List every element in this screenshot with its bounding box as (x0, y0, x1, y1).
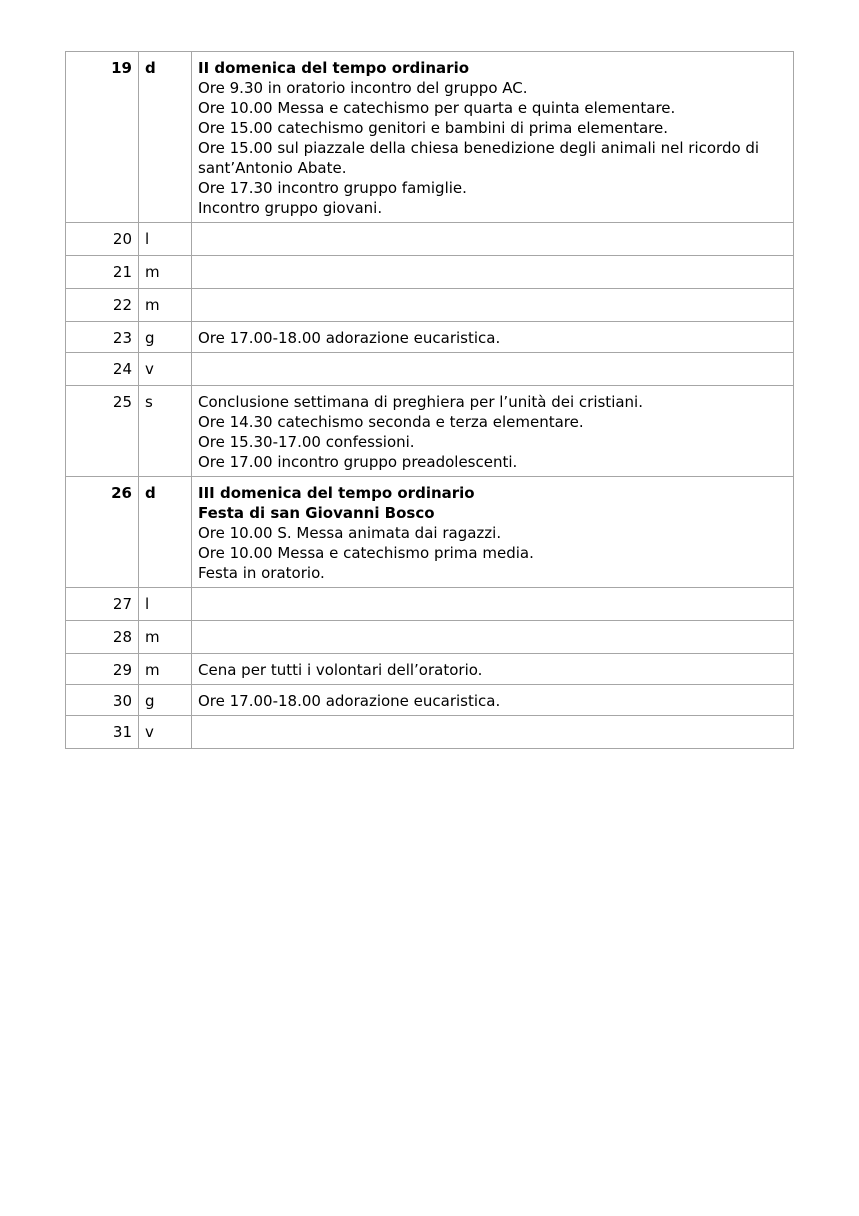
event-line: Ore 17.00-18.00 adorazione eucaristica. (198, 692, 501, 710)
events-cell (192, 588, 794, 621)
day-number: 30 (66, 685, 139, 716)
events-cell (192, 322, 794, 353)
day-number: 27 (66, 588, 139, 621)
weekday-letter: v (139, 353, 192, 386)
day-number: 29 (66, 654, 139, 685)
event-line: Ore 10.00 Messa e catechismo per quarta e quinta elementare. (198, 99, 676, 117)
event-line: Incontro gruppo giovani. (198, 199, 383, 217)
events-cell (192, 685, 794, 716)
event-line: Ore 10.00 Messa e catechismo prima media. (198, 544, 534, 562)
day-number: 25 (66, 386, 139, 477)
day-number: 28 (66, 621, 139, 654)
event-line: Ore 10.00 S. Messa animata dai ragazzi. (198, 524, 502, 542)
calendar-row (66, 353, 794, 386)
event-line: Ore 9.30 in oratorio incontro del gruppo AC. (198, 79, 528, 97)
events-cell (192, 223, 794, 256)
weekday-letter: l (139, 223, 192, 256)
day-number: 23 (66, 322, 139, 353)
event-line: Cena per tutti i volontari dell’oratorio. (198, 661, 483, 679)
event-line: Ore 14.30 catechismo seconda e terza elementare. (198, 413, 584, 431)
calendar-row (66, 654, 794, 685)
event-line: Ore 17.00 incontro gruppo preadolescenti. (198, 453, 518, 471)
calendar-row (66, 223, 794, 256)
day-number: 19 (66, 52, 139, 223)
calendar-row (66, 588, 794, 621)
day-number: 21 (66, 256, 139, 289)
day-number: 22 (66, 289, 139, 322)
event-line: Ore 15.30-17.00 confessioni. (198, 433, 415, 451)
weekday-letter: v (139, 716, 192, 749)
weekday-letter: l (139, 588, 192, 621)
weekday-letter: m (139, 289, 192, 322)
weekday-letter: d (139, 52, 192, 223)
calendar-row (66, 52, 794, 223)
events-cell (192, 386, 794, 477)
weekday-letter: m (139, 256, 192, 289)
events-cell (192, 477, 794, 588)
calendar-row (66, 289, 794, 322)
events-cell (192, 52, 794, 223)
day-number: 24 (66, 353, 139, 386)
calendar-table (65, 51, 794, 749)
calendar-row (66, 685, 794, 716)
calendar-body (66, 52, 794, 749)
event-line: Conclusione settimana di preghiera per l’unità dei cristiani. (198, 393, 643, 411)
weekday-letter: d (139, 477, 192, 588)
day-number: 26 (66, 477, 139, 588)
events-cell (192, 716, 794, 749)
calendar-row (66, 256, 794, 289)
calendar-row (66, 322, 794, 353)
events-cell (192, 353, 794, 386)
event-title: III domenica del tempo ordinario (198, 484, 475, 502)
event-line: Ore 15.00 catechismo genitori e bambini di prima elementare. (198, 119, 668, 137)
event-line: Ore 17.30 incontro gruppo famiglie. (198, 179, 467, 197)
weekday-letter: m (139, 654, 192, 685)
event-line: Festa in oratorio. (198, 564, 325, 582)
day-number: 20 (66, 223, 139, 256)
events-cell (192, 289, 794, 322)
calendar-row (66, 477, 794, 588)
calendar-row (66, 621, 794, 654)
calendar-row (66, 716, 794, 749)
weekday-letter: m (139, 621, 192, 654)
events-cell (192, 621, 794, 654)
event-title: II domenica del tempo ordinario (198, 59, 470, 77)
day-number: 31 (66, 716, 139, 749)
weekday-letter: g (139, 322, 192, 353)
event-title: Festa di san Giovanni Bosco (198, 504, 435, 522)
weekday-letter: s (139, 386, 192, 477)
event-line: Ore 15.00 sul piazzale della chiesa benedizione degli animali nel ricordo di sant’Antonio Abate. (198, 139, 760, 177)
events-cell (192, 654, 794, 685)
calendar-row (66, 386, 794, 477)
weekday-letter: g (139, 685, 192, 716)
events-cell (192, 256, 794, 289)
event-line: Ore 17.00-18.00 adorazione eucaristica. (198, 329, 501, 347)
